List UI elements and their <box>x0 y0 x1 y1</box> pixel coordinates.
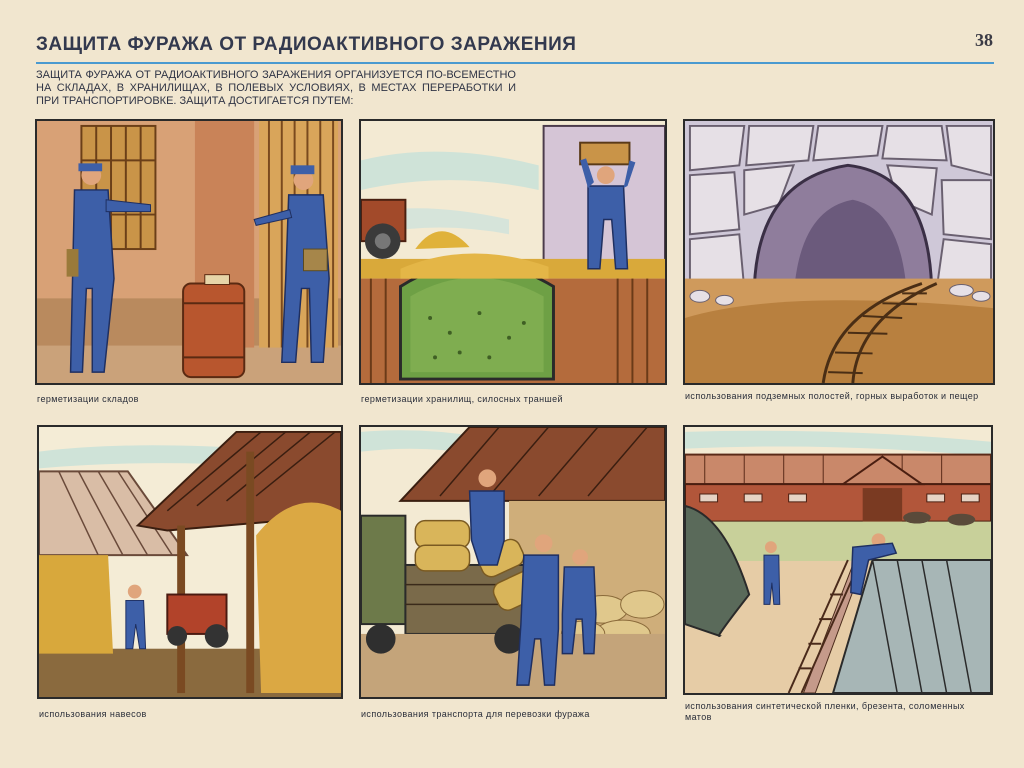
page-number: 38 <box>975 30 993 50</box>
page-title: ЗАЩИТА ФУРАЖА ОТ РАДИОАКТИВНОГО ЗАРАЖЕНИЯ <box>36 34 577 55</box>
caption-silo-trench: герметизации хранилищ, силосных траншей <box>361 394 563 404</box>
caption-cave-tunnel: использования подземных полостей, горных выработок и пещер <box>685 391 979 401</box>
illustration-warehouse-sealing <box>35 119 343 385</box>
title-rule <box>36 62 994 64</box>
illustration-film-tarpaulin <box>683 425 993 695</box>
caption-sheds: использования навесов <box>39 709 147 719</box>
illustration-transport <box>359 425 667 699</box>
caption-film-tarpaulin: использования синтетической пленки, брезента, соломенных матов <box>685 701 965 722</box>
caption-transport: использования транспорта для перевозки фуража <box>361 709 590 719</box>
caption-warehouse-sealing: герметизации складов <box>37 394 139 404</box>
illustration-sheds <box>37 425 343 699</box>
illustration-silo-trench <box>359 119 667 385</box>
intro-text: ЗАЩИТА ФУРАЖА ОТ РАДИОАКТИВНОГО ЗАРАЖЕНИЯ ОРГАНИЗУЕТСЯ ПО-ВСЕМЕСТНО НА СКЛАДАХ, В ХРАНИЛИЩАХ, В ПОЛЕВЫХ УСЛОВИЯХ, В МЕСТАХ ПЕРЕРАБОТКИ И ПРИ ТРАНСПОРТИРОВКЕ. ЗАЩИТА ДОСТИГАЕТСЯ ПУТЕМ: <box>36 69 516 107</box>
illustration-cave-tunnel <box>683 119 995 385</box>
